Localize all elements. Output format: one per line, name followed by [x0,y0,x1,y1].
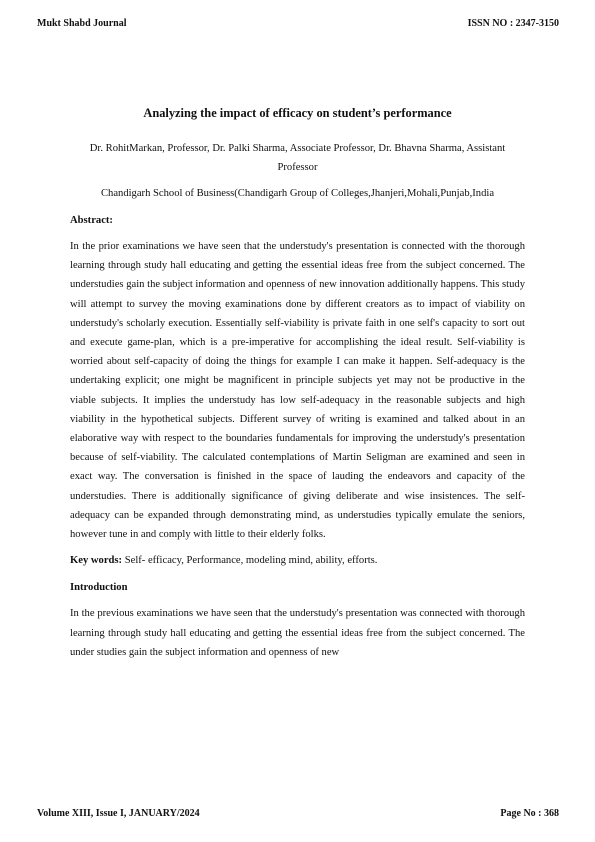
keywords [70,554,525,568]
introduction-text: In the previous examinations we have seen that the understudy's presentation was connected with thorough learning through study hall educating and getting the essential ideas free from the subject concerned. The under studies gain the subject information and openness of new [70,608,525,659]
page-number: Page No : 368 [500,808,559,819]
keywords-label: Key words: [70,555,123,567]
keywords-text: Self- efficacy, Performance, modeling mind, ability, efforts. [122,555,378,567]
volume-issue: Volume XIII, Issue I, JANUARY/2024 [37,808,200,819]
page-content [70,106,525,663]
affiliation: Chandigarh School of Business(Chandigarh Group of Colleges,Jhanjeri,Mohali,Punjab,India [100,188,495,199]
journal-name: Mukt Shabd Journal [37,18,127,29]
author-list: Dr. RohitMarkan, Professor, Dr. Palki Sharma, Associate Professor, Dr. Bhavna Sharma, Assistant Professor [89,143,506,173]
paper-title: Analyzing the impact of efficacy on student’s performance [143,106,452,120]
introduction-heading: Introduction [70,582,128,594]
abstract-text: In the prior examinations we have seen that the understudy's presentation is connected with the thorough learning through study hall educating and getting the essential ideas free from the subject concerned. The understudies gain the subject information and openness of new innovation additionally happens. This study will attempt to survey the moving examinations done by different creators as to impact of viability on understudy's scholarly execution. Essentially self-viability is private faith in one self's capacity to sort out and execute game-plan, which is a pre-imperative for accomplishing the ideal result. Self-viability is worried about self-capacity of doing the things for example I can make it happen. Self-adequacy is the undertaking explicit; one might be magnificent in principle subjects yet may not be productive in the viable subjects. It implies the understudy has low self-adequacy in the reasonable subjects and high viability in the hypothetical subjects. Different survey of writing is examined and talked about in an elaborative way with respect to the boundaries fundamentals for improving the understudy's presentation because of self-viability. The calculated contemplations of Martin Seligman are examined and seen in exact way. The conversation is finished in the space of lauding the endeavors and capacity of the understudies. There is additionally significance of giving deliberate and wise insistences. The self-adequacy can be expanded through demonstrating mind, as understudies typically emulate the seniors, however tune in and comply with little to their elderly folks. [70,241,525,541]
issn-number: ISSN NO : 2347-3150 [467,18,559,29]
abstract-heading: Abstract: [70,215,113,226]
